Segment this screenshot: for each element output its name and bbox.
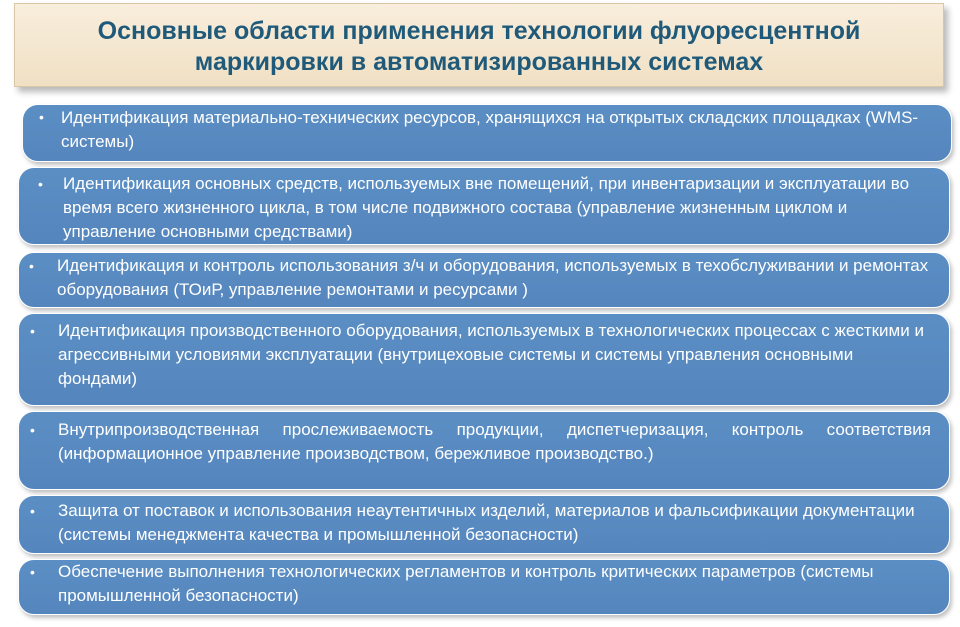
- bullet-icon: •: [30, 503, 35, 519]
- list-item-text: Идентификация производственного оборудования, используемых в технологических процессах с жесткими и агрессивными условиями эксплуатации (внутрицеховые системы и системы управления основными фондами): [58, 321, 924, 388]
- list-item: [18, 313, 950, 406]
- bullet-icon: •: [38, 176, 43, 192]
- list-item-text: Идентификация и контроль использования з/ч и оборудования, используемых в техобслуживании и ремонтах оборудования (ТОиР, управление ремонтами и ресурсами ): [57, 256, 929, 299]
- list-item: [18, 167, 950, 245]
- list-item-text: Идентификация основных средств, используемых вне помещений, при инвентаризации и эксплуатации во время всего жизненного цикла, в том числе подвижного состава (управление жизненным циклом и управление основными средствами): [63, 174, 910, 241]
- bullet-icon: •: [39, 109, 44, 125]
- bullet-icon: •: [30, 323, 35, 339]
- list-item-text: Идентификация материально-технических ресурсов, хранящихся на открытых складских площадках (WMS-системы): [61, 108, 919, 151]
- bullet-icon: •: [29, 258, 34, 274]
- list-item: [18, 411, 950, 490]
- list-item: [18, 252, 950, 308]
- list-item: [18, 495, 950, 554]
- list-item: [18, 559, 950, 615]
- title-banner: [14, 3, 944, 87]
- list-item-text: Внутрипроизводственная прослеживаемость продукции, диспетчеризация, контроль соответствия (информационное управление производством, бережливое производство.): [58, 420, 931, 463]
- page-title: Основные области применения технологии флуоресцентной маркировки в автоматизированных системах: [97, 17, 861, 76]
- bullet-icon: •: [30, 422, 35, 438]
- list-item-text: Защита от поставок и использования неаутентичных изделий, материалов и фальсификации документации (системы менеджмента качества и промышленной безопасности): [58, 501, 915, 544]
- list-item-text: Обеспечение выполнения технологических регламентов и контроль критических параметров (системы промышленной безопасности): [58, 562, 874, 605]
- list-item: [22, 104, 952, 162]
- bullet-icon: •: [30, 564, 35, 580]
